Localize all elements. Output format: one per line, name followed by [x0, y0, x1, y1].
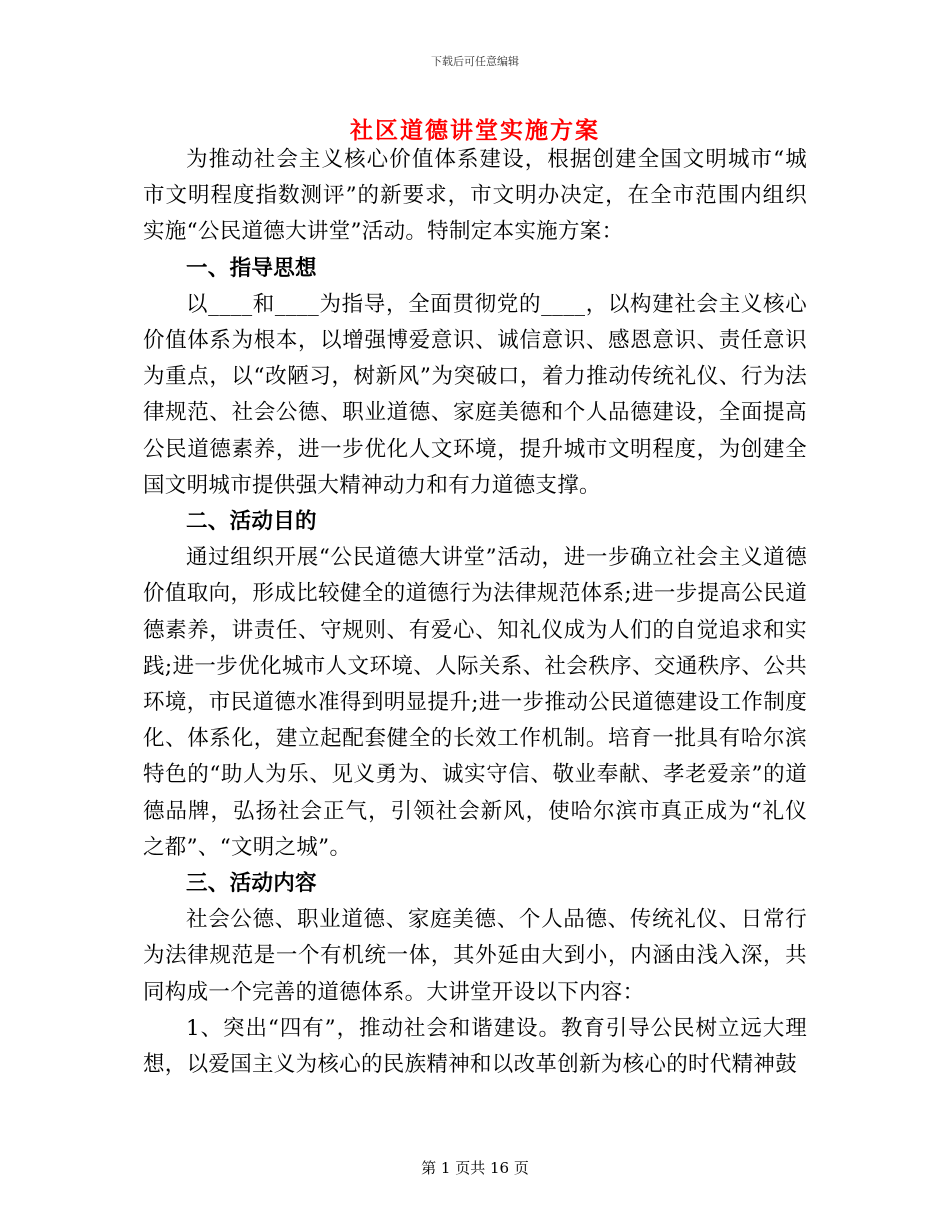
section-paragraph-3: 社会公德、职业道德、家庭美德、个人品德、传统礼仪、日常行为法律规范是一个有机统一体，其外延由大到小，内涵由浅入深，共同构成一个完善的道德体系。大讲堂开设以下内容：	[143, 907, 807, 1005]
section-heading-3: 三、活动内容	[186, 871, 317, 897]
page-footer: 第 1 页共 16 页	[421, 1159, 529, 1177]
section-paragraph-4: 1、突出“四有”，推动社会和谐建设。教育引导公民树立远大理想，以爱国主义为核心的民族精神和以改革创新为核心的时代精神鼓	[143, 1015, 807, 1078]
document-body	[143, 142, 807, 1083]
page-header: 下载后可任意编辑	[431, 55, 519, 68]
section-paragraph-1: 以____和____为指导，全面贯彻党的____，以构建社会主义核心价值体系为根本，以增强博爱意识、诚信意识、感恩意识、责任意识为重点，以“改陋习，树新风”为突破口，着力推动传统礼仪、行为法律规范、社会公德、职业道德、家庭美德和个人品德建设，全面提高公民道德素养，进一步优化人文环境，提升城市文明程度，为创建全国文明城市提供强大精神动力和有力道德支撑。	[143, 291, 807, 498]
section-heading-2: 二、活动目的	[186, 509, 317, 535]
document-title: 社区道德讲堂实施方案	[350, 118, 600, 144]
section-paragraph-2: 通过组织开展“公民道德大讲堂”活动，进一步确立社会主义道德价值取向，形成比较健全的道德行为法律规范体系;进一步提高公民道德素养，讲责任、守规则、有爱心、知礼仪成为人们的自觉追求和实践;进一步优化城市人文环境、人际关系、社会秩序、交通秩序、公共环境，市民道德水准得到明显提升;进一步推动公民道德建设工作制度化、体系化，建立起配套健全的长效工作机制。培育一批具有哈尔滨特色的“助人为乐、见义勇为、诚实守信、敬业奉献、孝老爱亲”的道德品牌，弘扬社会正气，引领社会新风，使哈尔滨市真正成为“礼仪之都”、“文明之城”。	[143, 545, 807, 860]
intro-paragraph: 为推动社会主义核心价值体系建设，根据创建全国文明城市“城市文明程度指数测评”的新要求，市文明办决定，在全市范围内组织实施“公民道德大讲堂”活动。特制定本实施方案：	[143, 147, 807, 245]
section-heading-1: 一、指导思想	[186, 255, 317, 281]
